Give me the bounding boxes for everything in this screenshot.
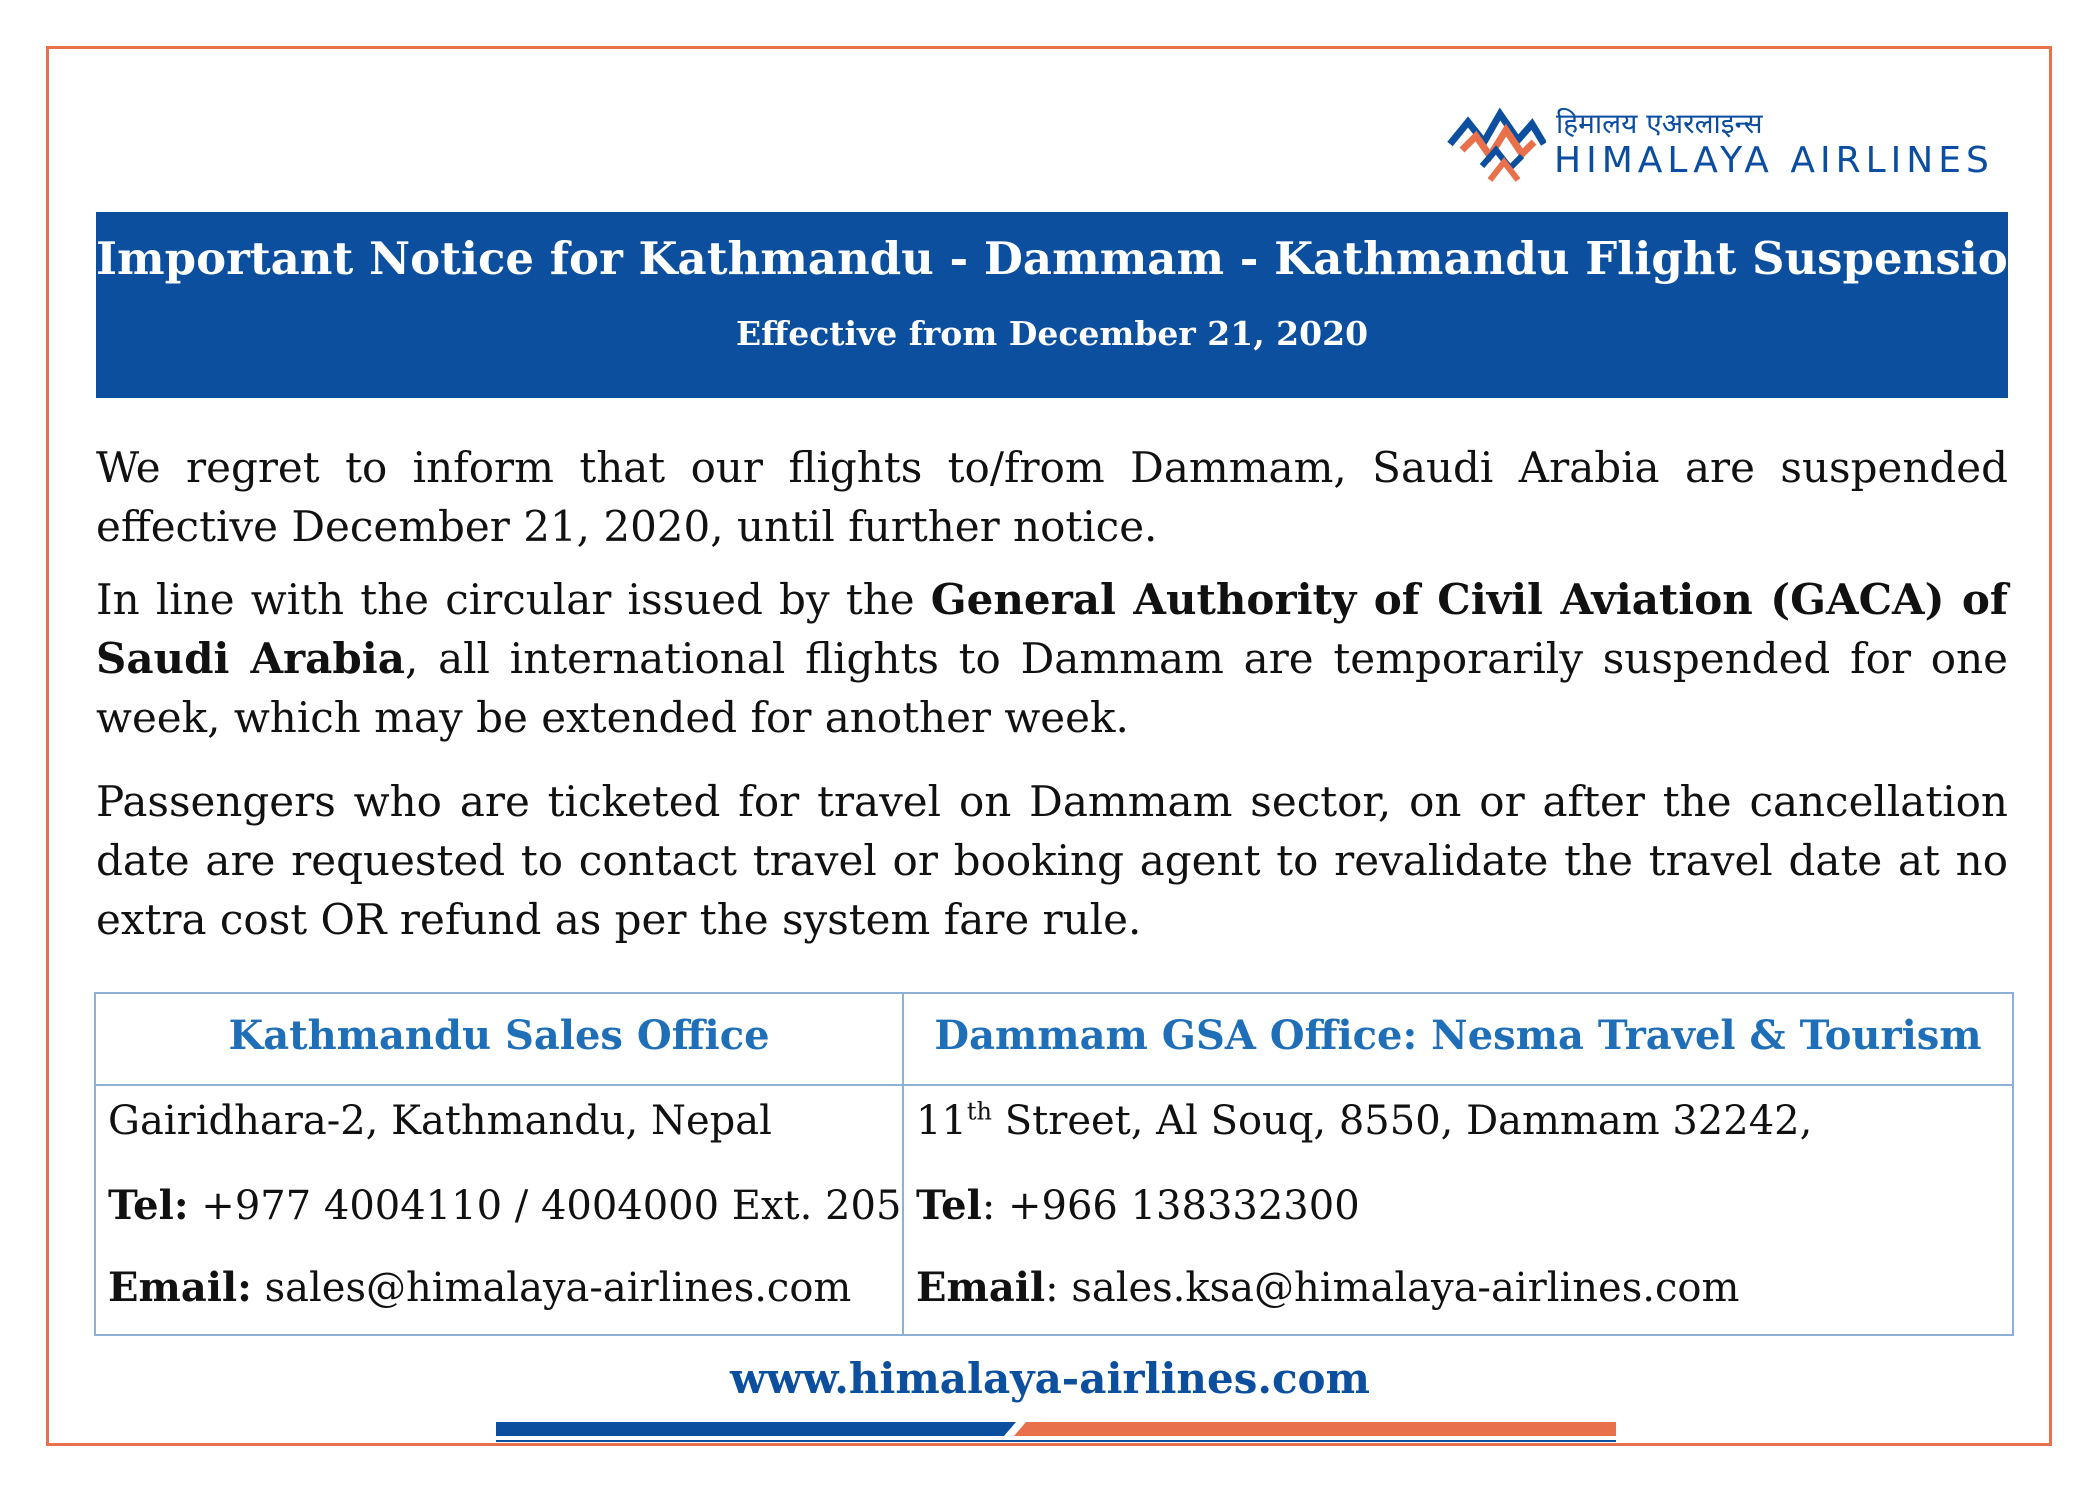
kathmandu-tel-label: Tel:: [108, 1182, 189, 1229]
footer-stripe-orange: [1014, 1422, 1616, 1436]
dammam-office-heading: Dammam GSA Office: Nesma Travel & Tourism: [934, 1012, 1982, 1059]
paragraph-suspension: We regret to inform that our flights to/from Dammam, Saudi Arabia are suspended effective December 21, 2020, until further notice.: [96, 443, 2008, 551]
dammam-email-label: Email: [916, 1264, 1046, 1311]
logo-name-devanagari: हिमालय एअरलाइन्स: [1556, 107, 1763, 140]
notice-banner: [96, 212, 2041, 398]
dammam-tel-label: Tel: [916, 1182, 982, 1229]
dammam-address-rest: Street, Al Souq, 8550, Dammam 32242,: [992, 1098, 1813, 1144]
kathmandu-email-value[interactable]: sales@himalaya-airlines.com: [251, 1265, 852, 1311]
dammam-address: [916, 1098, 1812, 1144]
dammam-email: [916, 1264, 1739, 1311]
airline-logo: [1446, 104, 2016, 184]
dammam-address-number: 11: [916, 1098, 967, 1144]
website-link[interactable]: www.himalaya-airlines.com: [730, 1354, 1370, 1403]
kathmandu-tel-value: +977 4004110 / 4004000 Ext. 205: [188, 1183, 902, 1229]
paragraph-gaca-intro: In line with the circular issued by the: [96, 575, 931, 624]
mountain-logo-icon: [1446, 104, 1546, 184]
contact-table: [94, 992, 2014, 1336]
kathmandu-office-heading: Kathmandu Sales Office: [228, 1012, 770, 1059]
table-row-divider: [96, 1084, 2012, 1086]
footer-stripe: [496, 1414, 1616, 1444]
notice-effective-date: Effective from December 21, 2020: [735, 314, 1369, 353]
dammam-address-ordinal: th: [966, 1097, 993, 1126]
kathmandu-email-label: Email:: [108, 1264, 252, 1311]
kathmandu-address: Gairidhara-2, Kathmandu, Nepal: [108, 1098, 772, 1144]
footer-stripe-blue: [496, 1422, 1016, 1436]
logo-name-english: HIMALAYA AIRLINES: [1554, 140, 1994, 181]
paragraph-passenger-instructions: Passengers who are ticketed for travel on Dammam sector, on or after the cancellation date are requested to contact travel or booking agent to revalidate the travel date at no extra cost OR refund as per the system fare rule.: [96, 777, 2008, 944]
dammam-email-value[interactable]: : sales.ksa@himalaya-airlines.com: [1045, 1265, 1740, 1311]
paragraph-gaca-detail: , all international flights to Dammam are temporarily suspended for one week, which may be extended for another week.: [96, 634, 2008, 742]
notice-title: Important Notice for Kathmandu - Dammam - Kathmandu Flight Suspension: [96, 232, 2041, 285]
dammam-tel: [916, 1182, 1360, 1229]
paragraph-gaca-circular: [96, 570, 2008, 747]
dammam-tel-value: : +966 138332300: [981, 1183, 1360, 1229]
kathmandu-tel: [108, 1182, 901, 1229]
gaca-authority-name: General Authority of Civil Aviation (GACA) of Saudi Arabia: [96, 575, 2008, 683]
kathmandu-email: [108, 1264, 851, 1311]
